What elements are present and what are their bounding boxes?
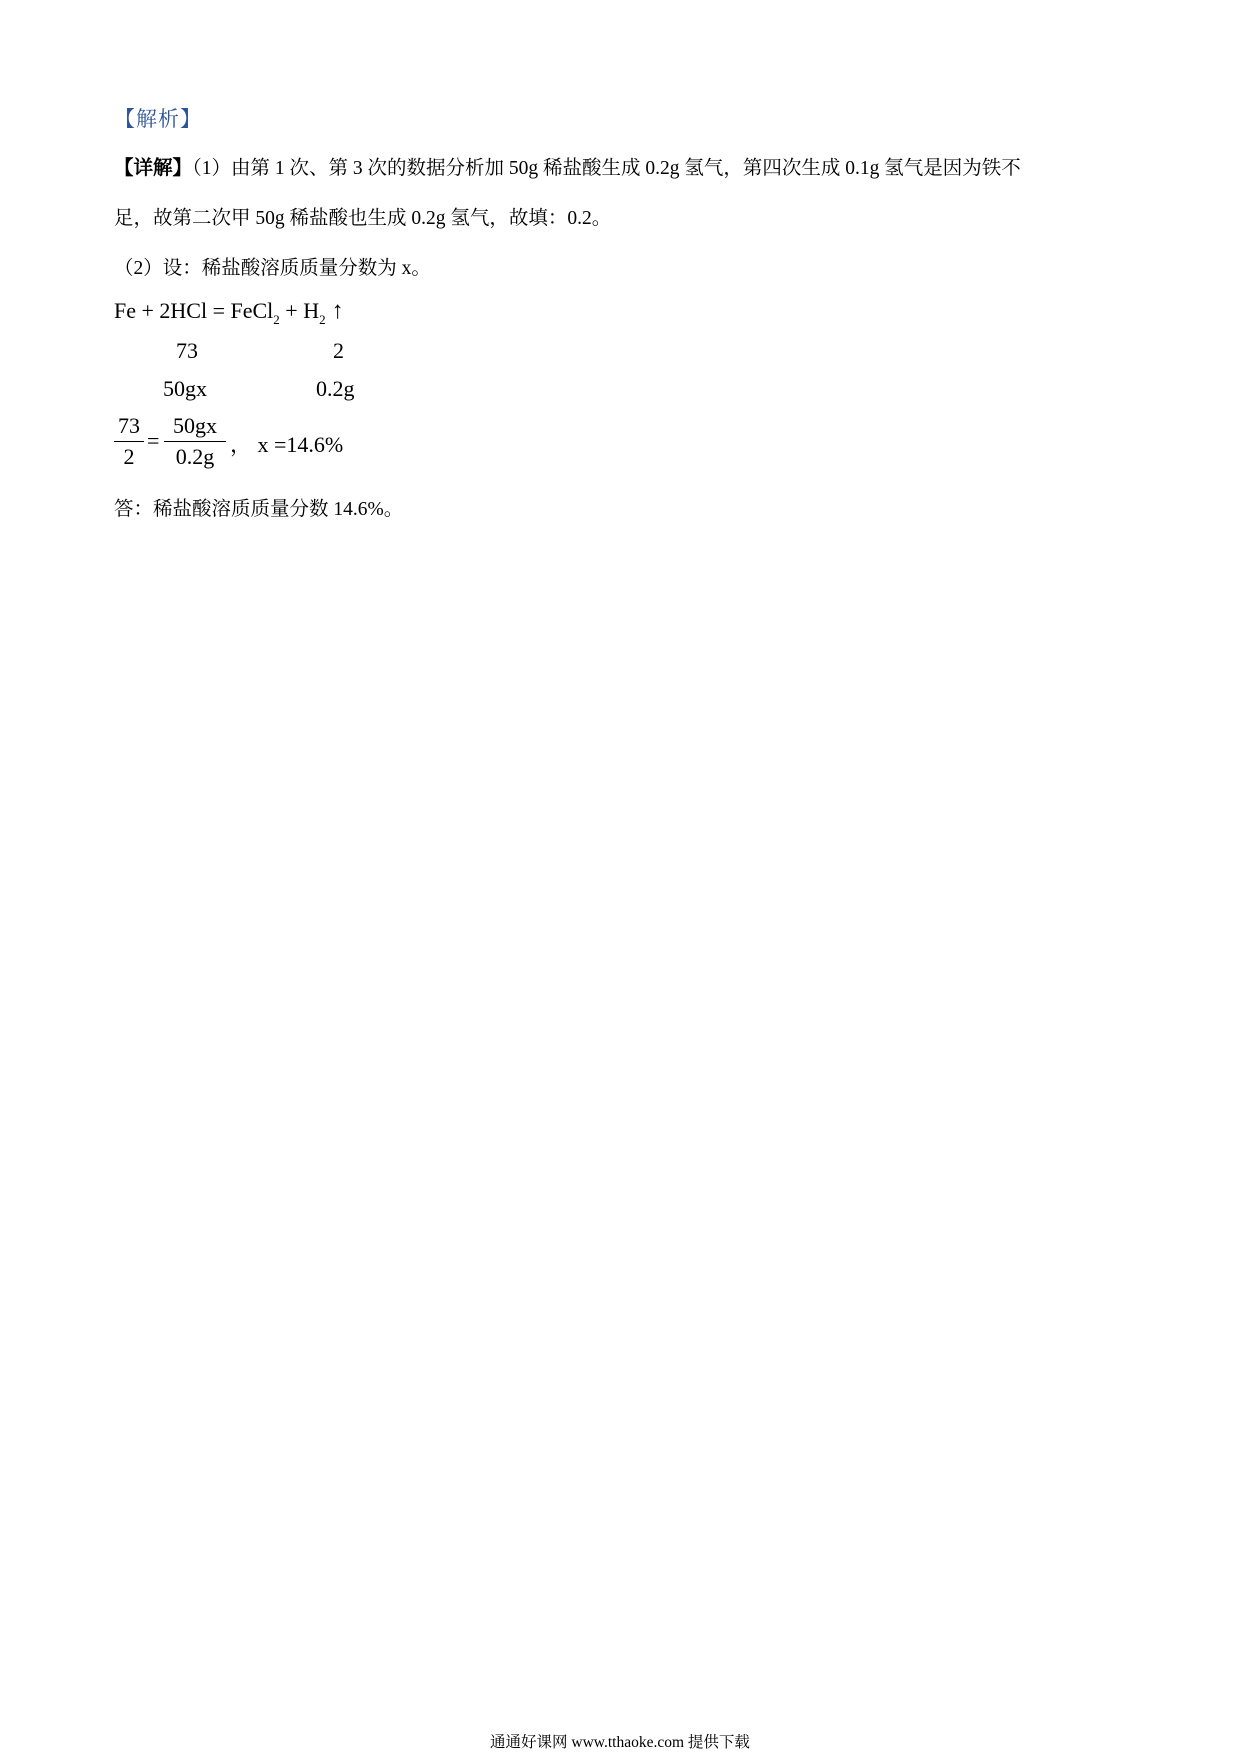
coefficient-hcl: 73 xyxy=(176,338,198,363)
detail-paragraph-line-3: （2）设：稀盐酸溶质质量分数为 x。 xyxy=(114,258,431,279)
equals-sign: = xyxy=(147,428,160,453)
detail-paragraph-line-1 xyxy=(114,155,1134,183)
chemical-equation xyxy=(114,298,344,328)
answer-line: 答：稀盐酸溶质质量分数 14.6%。 xyxy=(114,499,404,520)
gas-arrow-icon: ↑ xyxy=(331,298,344,324)
equation-plus-h: + H xyxy=(279,298,320,323)
right-numerator: 50gx xyxy=(164,413,226,442)
left-denominator: 2 xyxy=(123,444,135,469)
equation-lhs: Fe + 2HCl = FeCl xyxy=(114,298,274,323)
mass-h2: 0.2g xyxy=(316,376,355,401)
equation-subscript-2: 2 xyxy=(319,312,326,327)
detail-tag: 【详解】 xyxy=(114,158,193,179)
page-footer: 通通好课网 www.tthaoke.com 提供下载 xyxy=(490,1734,750,1751)
detail-paragraph-line-2: 足，故第二次甲 50g 稀盐酸也生成 0.2g 氢气，故填：0.2。 xyxy=(114,208,612,229)
proportion-result: ， x =14.6% xyxy=(230,432,344,457)
coefficient-h2: 2 xyxy=(333,338,344,363)
left-fraction xyxy=(114,413,144,472)
equation-subscript-1: 2 xyxy=(273,312,280,327)
mass-hcl: 50gx xyxy=(163,376,207,401)
right-fraction xyxy=(164,413,226,472)
left-numerator: 73 xyxy=(114,413,144,442)
section-heading: 【解析】 xyxy=(114,107,202,131)
detail-line-1-text: （1）由第 1 次、第 3 次的数据分析加 50g 稀盐酸生成 0.2g 氢气，第四次生成 0.1g 氢气是因为铁不 xyxy=(192,158,1021,179)
right-denominator: 0.2g xyxy=(175,444,215,469)
